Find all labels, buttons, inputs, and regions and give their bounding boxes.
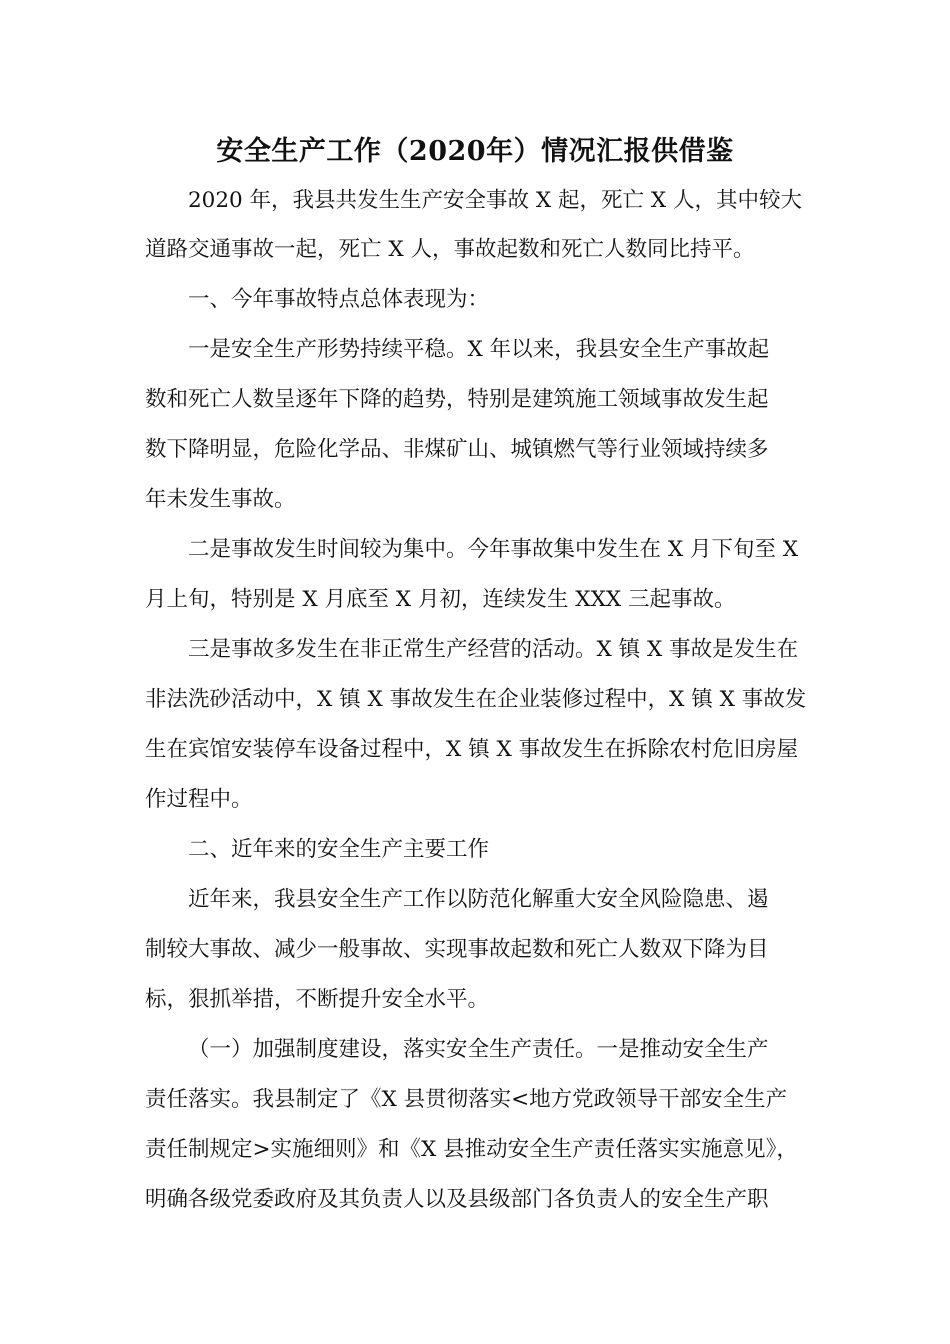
paragraph-line: 二是事故发生时间较为集中。今年事故集中发生在 X 月下旬至 X xyxy=(188,537,799,562)
paragraph-line: 三是事故多发生在非正常生产经营的活动。X 镇 X 事故是发生在 xyxy=(188,637,799,662)
paragraph-line: （一）加强制度建设，落实安全生产责任。一是推动安全生产 xyxy=(188,1037,769,1062)
paragraph-line: 制较大事故、减少一般事故、实现事故起数和死亡人数双下降为目 xyxy=(145,937,769,962)
paragraph-line: 数和死亡人数呈逐年下降的趋势，特别是建筑施工领域事故发生起 xyxy=(145,387,769,412)
document-title: 安全生产工作（2020年）情况汇报供借鉴 xyxy=(216,136,734,167)
paragraph-line: 标，狠抓举措，不断提升安全水平。 xyxy=(145,987,490,1012)
paragraph-line: 近年来，我县安全生产工作以防范化解重大安全风险隐患、遏 xyxy=(188,887,769,912)
paragraph-line: 责任落实。我县制定了《X 县贯彻落实<地方党政领导干部安全生产 xyxy=(145,1087,788,1112)
paragraph-line: 一是安全生产形势持续平稳。X 年以来，我县安全生产事故起 xyxy=(188,337,770,362)
paragraph-line: 责任制规定>实施细则》和《X 县推动安全生产责任落实实施意见》， xyxy=(145,1137,798,1162)
paragraph-line: 作过程中。 xyxy=(145,787,253,812)
paragraph-line: 年未发生事故。 xyxy=(145,487,296,512)
paragraph-line: 2020 年，我县共发生生产安全事故 X 起，死亡 X 人，其中较大 xyxy=(188,188,803,213)
paragraph-line: 月上旬，特别是 X 月底至 X 月初，连续发生 XXX 三起事故。 xyxy=(145,587,736,612)
paragraph-line: 道路交通事故一起，死亡 X 人，事故起数和死亡人数同比持平。 xyxy=(145,237,755,262)
paragraph-line: 数下降明显，危险化学品、非煤矿山、城镇燃气等行业领域持续多 xyxy=(145,437,769,462)
paragraph-line: 明确各级党委政府及其负责人以及县级部门各负责人的安全生产职 xyxy=(145,1187,769,1212)
paragraph-line: 非法洗砂活动中，X 镇 X 事故发生在企业装修过程中，X 镇 X 事故发 xyxy=(145,687,807,712)
paragraph-line: 生在宾馆安装停车设备过程中，X 镇 X 事故发生在拆除农村危旧房屋 xyxy=(145,737,799,762)
section-heading: 二、近年来的安全生产主要工作 xyxy=(188,837,490,862)
section-heading: 一、今年事故特点总体表现为： xyxy=(188,287,490,312)
